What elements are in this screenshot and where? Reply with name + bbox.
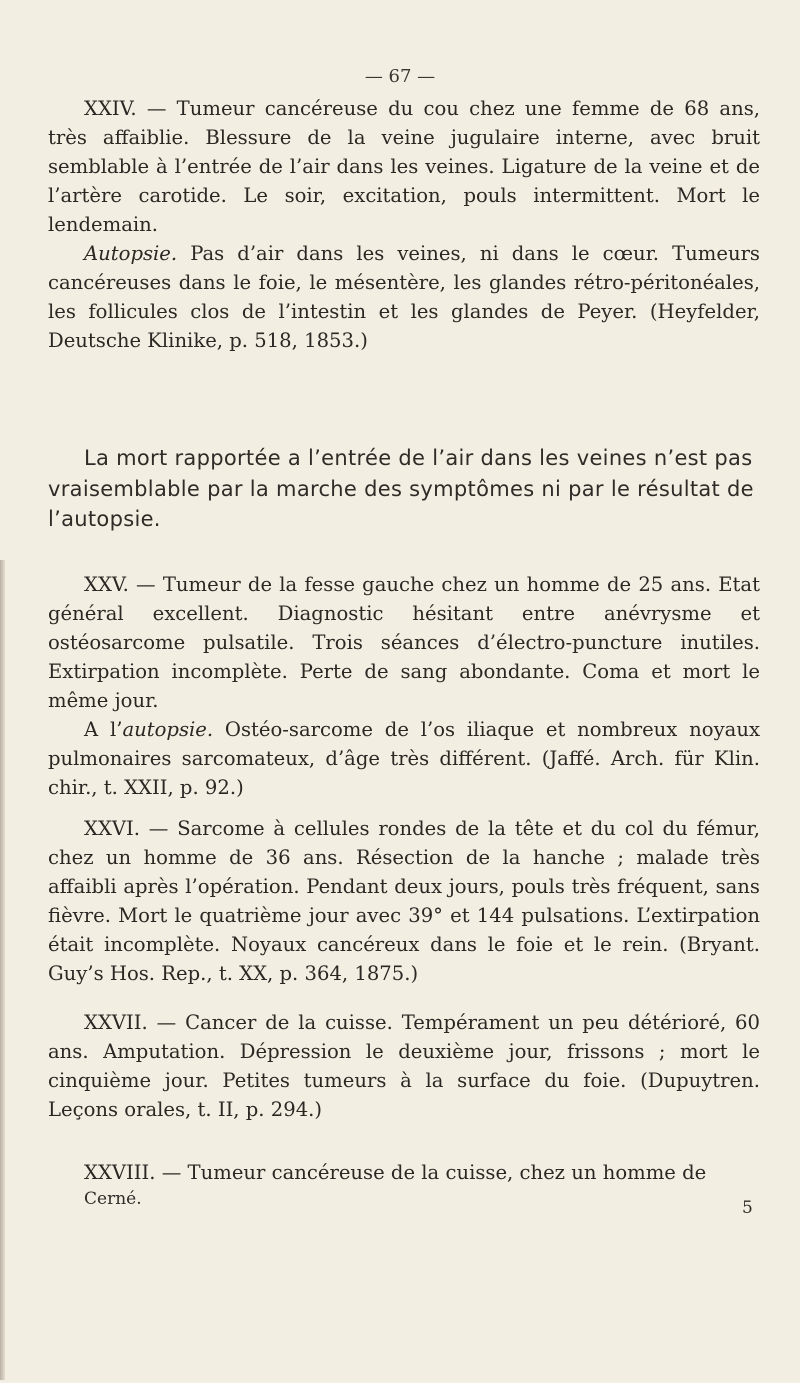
- case-entry-xxviii: [48, 1158, 760, 1187]
- case-xxv-autopsy-prefix: A l’: [84, 718, 123, 741]
- page-number: — 67 —: [364, 66, 436, 87]
- case-xxvi-text: XXVI. — Sarcome à cellules rondes de la tête et du col du fémur, chez un homme de 36 ans. Résection de la hanche ; malade très affaibli après l’opération. Pendant deux jours, pouls très fréquent, sans fièvre. Mort le quatrième jour avec 39° et 144 pulsations. L’extirpation était incomplète. Noyaux cancéreux dans le foie et le rein. (Bryant. Guy’s Hos. Rep., t. XX, p. 364, 1875.): [48, 817, 760, 985]
- case-xxvii-text: XXVII. — Cancer de la cuisse. Tempérament un peu détérioré, 60 ans. Amputation. Dépression le deuxième jour, frissons ; mort le cinquième jour. Petites tumeurs à la surface du foie. (Dupuytren. Leçons orales, t. II, p. 294.): [48, 1011, 760, 1121]
- editorial-note: La mort rapportée a l’entrée de l’air dans les veines n’est pas vraisemblable par la marche des symptômes ni par le résultat de l’autopsie.: [48, 446, 754, 531]
- case-xxv-text: XXV. — Tumeur de la fesse gauche chez un homme de 25 ans. Etat général excellent. Diagnostic hésitant entre anévrysme et ostéosarcome pulsatile. Trois séances d’électro-puncture inutiles. Extirpation incomplète. Perte de sang abondante. Coma et mort le même jour.: [48, 573, 760, 712]
- case-xxiv-autopsy-text: Pas d’air dans les veines, ni dans le cœur. Tumeurs cancéreuses dans le foie, le mésentère, les glandes rétro-péritonéales, les follicules clos de l’intestin et les glandes de Peyer. (Heyfelder, Deutsche Klinike, p. 518, 1853.): [48, 242, 760, 352]
- case-xxiv-autopsy-label: Autopsie.: [84, 242, 178, 265]
- case-entry-xxiv: [48, 94, 760, 355]
- case-xxviii-text: XXVIII. — Tumeur cancéreuse de la cuisse, chez un homme de: [84, 1161, 707, 1184]
- case-entry-xxv: [48, 570, 760, 802]
- case-entry-xxvii: [48, 1008, 760, 1124]
- case-xxv-autopsy-text: Ostéo-sarcome de l’os iliaque et nombreux noyaux pulmonaires sarcomateux, d’âge très différent. (Jaffé. Arch. für Klin. chir., t. XXII, p. 92.): [48, 718, 760, 799]
- case-entry-xxvi: [48, 814, 760, 988]
- case-xxv-autopsy: [48, 715, 760, 802]
- case-xxiv-text: XXIV. — Tumeur cancéreuse du cou chez une femme de 68 ans, très affaiblie. Blessure de la veine jugulaire interne, avec bruit semblable à l’entrée de l’air dans les veines. Ligature de la veine et de l’artère carotide. Le soir, excitation, pouls intermittent. Mort le lendemain.: [48, 97, 760, 236]
- footer-signature: Cerné.: [84, 1189, 142, 1209]
- footer-sheet-number: 5: [742, 1198, 753, 1218]
- case-xxiv-autopsy: [48, 239, 760, 355]
- page-binding-edge: [0, 560, 5, 1380]
- case-xxv-autopsy-label: autopsie.: [122, 718, 214, 741]
